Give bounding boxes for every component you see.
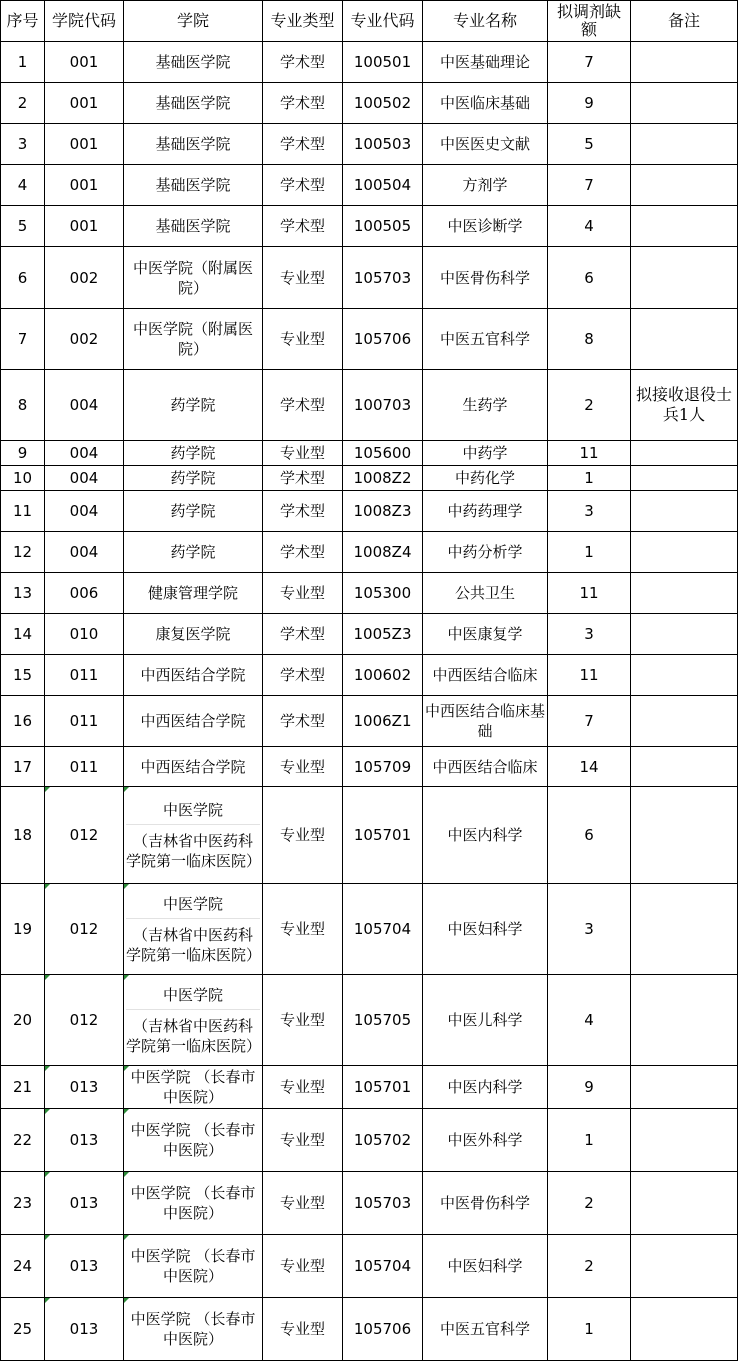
cell-college: 基础医学院 <box>124 206 263 247</box>
cell-college-code: 001 <box>45 165 124 206</box>
cell-college: 中医学院 （长春市中医院） <box>124 1066 263 1109</box>
cell-quota: 3 <box>548 491 631 532</box>
cell-note <box>631 466 738 491</box>
table-row <box>1 124 738 165</box>
cell-college: 中医学院（附属医院） <box>124 247 263 309</box>
cell-note <box>631 1235 738 1298</box>
cell-quota: 11 <box>548 573 631 614</box>
cell-quota: 6 <box>548 247 631 309</box>
cell-type: 专业型 <box>263 1235 343 1298</box>
cell-college-code: 006 <box>45 573 124 614</box>
cell-major: 中医内科学 <box>423 787 548 884</box>
cell-major-code: 105706 <box>343 1298 423 1361</box>
table-row <box>1 83 738 124</box>
cell-type: 学术型 <box>263 42 343 83</box>
cell-major: 中医骨伤科学 <box>423 247 548 309</box>
cell-major-code: 100703 <box>343 370 423 441</box>
cell-type: 学术型 <box>263 655 343 696</box>
cell-major-code: 105701 <box>343 1066 423 1109</box>
cell-college-code: 013 <box>45 1298 124 1361</box>
cell-note <box>631 975 738 1066</box>
cell-note <box>631 491 738 532</box>
cell-college: 中西医结合学院 <box>124 747 263 787</box>
cell-quota: 8 <box>548 309 631 370</box>
cell-college-code: 004 <box>45 466 124 491</box>
header-cell: 专业类型 <box>263 1 343 42</box>
cell-college: 药学院 <box>124 441 263 466</box>
cell-college-code: 010 <box>45 614 124 655</box>
cell-quota: 6 <box>548 787 631 884</box>
cell-college-code: 012 <box>45 787 124 884</box>
cell-major: 中医基础理论 <box>423 42 548 83</box>
cell-quota: 14 <box>548 747 631 787</box>
cell-college: 中西医结合学院 <box>124 655 263 696</box>
cell-college: 药学院 <box>124 370 263 441</box>
cell-major: 中医妇科学 <box>423 1235 548 1298</box>
table-row <box>1 441 738 466</box>
table-row <box>1 884 738 975</box>
cell-major: 公共卫生 <box>423 573 548 614</box>
college-name: 中医学院 <box>126 894 260 919</box>
cell-no: 14 <box>1 614 45 655</box>
cell-major-code: 105600 <box>343 441 423 466</box>
cell-note <box>631 614 738 655</box>
cell-major: 中药化学 <box>423 466 548 491</box>
cell-college-code: 001 <box>45 83 124 124</box>
cell-major: 中医五官科学 <box>423 309 548 370</box>
cell-major-code: 105703 <box>343 247 423 309</box>
cell-quota: 11 <box>548 441 631 466</box>
cell-no: 5 <box>1 206 45 247</box>
cell-college-code: 001 <box>45 124 124 165</box>
cell-no: 6 <box>1 247 45 309</box>
cell-quota: 1 <box>548 1298 631 1361</box>
cell-quota: 4 <box>548 206 631 247</box>
cell-note <box>631 884 738 975</box>
header-row <box>1 1 738 42</box>
cell-note <box>631 309 738 370</box>
college-affiliation: （吉林省中医药科学院第一临床医院） <box>126 1016 262 1055</box>
table-row <box>1 1172 738 1235</box>
cell-quota: 3 <box>548 884 631 975</box>
cell-note <box>631 747 738 787</box>
cell-college: 康复医学院 <box>124 614 263 655</box>
cell-college: 健康管理学院 <box>124 573 263 614</box>
cell-major-code: 105705 <box>343 975 423 1066</box>
cell-quota: 7 <box>548 165 631 206</box>
cell-college: 药学院 <box>124 466 263 491</box>
cell-no: 24 <box>1 1235 45 1298</box>
cell-quota: 4 <box>548 975 631 1066</box>
cell-no: 23 <box>1 1172 45 1235</box>
college-affiliation: （吉林省中医药科学院第一临床医院） <box>126 831 262 870</box>
cell-quota: 1 <box>548 1109 631 1172</box>
cell-major-code: 100501 <box>343 42 423 83</box>
header-cell: 拟调剂缺额 <box>548 1 631 42</box>
cell-note <box>631 1172 738 1235</box>
cell-note <box>631 573 738 614</box>
cell-major: 中医康复学 <box>423 614 548 655</box>
cell-college <box>124 975 263 1066</box>
cell-note <box>631 655 738 696</box>
cell-note <box>631 441 738 466</box>
cell-college-code: 002 <box>45 309 124 370</box>
cell-type: 学术型 <box>263 206 343 247</box>
cell-college-code: 013 <box>45 1109 124 1172</box>
table-row <box>1 1109 738 1172</box>
cell-no: 11 <box>1 491 45 532</box>
cell-no: 18 <box>1 787 45 884</box>
table-row <box>1 165 738 206</box>
cell-no: 8 <box>1 370 45 441</box>
cell-college-code: 013 <box>45 1235 124 1298</box>
cell-type: 专业型 <box>263 441 343 466</box>
header-cell: 专业代码 <box>343 1 423 42</box>
cell-major-code: 1008Z3 <box>343 491 423 532</box>
cell-no: 12 <box>1 532 45 573</box>
cell-no: 15 <box>1 655 45 696</box>
college-affiliation: （吉林省中医药科学院第一临床医院） <box>126 925 262 964</box>
cell-college: 基础医学院 <box>124 83 263 124</box>
cell-college-code: 001 <box>45 42 124 83</box>
cell-college: 基础医学院 <box>124 124 263 165</box>
cell-college: 药学院 <box>124 532 263 573</box>
cell-major: 中医骨伤科学 <box>423 1172 548 1235</box>
cell-quota: 9 <box>548 1066 631 1109</box>
cell-no: 4 <box>1 165 45 206</box>
cell-major: 中西医结合临床基础 <box>423 696 548 747</box>
cell-major-code: 105706 <box>343 309 423 370</box>
cell-college-code: 002 <box>45 247 124 309</box>
cell-college: 中医学院 （长春市中医院） <box>124 1235 263 1298</box>
cell-quota: 2 <box>548 1172 631 1235</box>
cell-major-code: 105701 <box>343 787 423 884</box>
cell-type: 学术型 <box>263 614 343 655</box>
cell-note <box>631 532 738 573</box>
cell-college-code: 011 <box>45 696 124 747</box>
cell-major-code: 1005Z3 <box>343 614 423 655</box>
cell-type: 专业型 <box>263 1109 343 1172</box>
cell-type: 学术型 <box>263 83 343 124</box>
cell-note <box>631 124 738 165</box>
cell-note <box>631 1298 738 1361</box>
table-row <box>1 491 738 532</box>
cell-quota: 1 <box>548 466 631 491</box>
cell-no: 16 <box>1 696 45 747</box>
cell-quota: 7 <box>548 42 631 83</box>
table-row <box>1 370 738 441</box>
cell-quota: 9 <box>548 83 631 124</box>
cell-note <box>631 83 738 124</box>
cell-college-code: 004 <box>45 491 124 532</box>
table-row <box>1 42 738 83</box>
cell-major-code: 100504 <box>343 165 423 206</box>
cell-major: 中医临床基础 <box>423 83 548 124</box>
cell-major: 中药学 <box>423 441 548 466</box>
header-cell: 专业名称 <box>423 1 548 42</box>
cell-quota: 11 <box>548 655 631 696</box>
cell-note <box>631 1066 738 1109</box>
college-name: 中医学院 <box>126 985 260 1010</box>
cell-college-code: 004 <box>45 532 124 573</box>
cell-major: 中西医结合临床 <box>423 655 548 696</box>
cell-quota: 5 <box>548 124 631 165</box>
cell-major: 中西医结合临床 <box>423 747 548 787</box>
cell-major-code: 105703 <box>343 1172 423 1235</box>
cell-college-code: 011 <box>45 655 124 696</box>
cell-college-code: 013 <box>45 1066 124 1109</box>
cell-college-code: 004 <box>45 441 124 466</box>
cell-type: 专业型 <box>263 1066 343 1109</box>
cell-major-code: 105702 <box>343 1109 423 1172</box>
table-row <box>1 466 738 491</box>
cell-quota: 3 <box>548 614 631 655</box>
cell-note <box>631 165 738 206</box>
table-row <box>1 696 738 747</box>
header-cell: 备注 <box>631 1 738 42</box>
cell-type: 专业型 <box>263 1298 343 1361</box>
cell-note: 拟接收退役士兵1人 <box>631 370 738 441</box>
cell-college: 药学院 <box>124 491 263 532</box>
cell-type: 专业型 <box>263 309 343 370</box>
cell-quota: 2 <box>548 1235 631 1298</box>
cell-type: 学术型 <box>263 466 343 491</box>
cell-type: 专业型 <box>263 747 343 787</box>
cell-major-code: 105704 <box>343 884 423 975</box>
table-row <box>1 747 738 787</box>
cell-no: 9 <box>1 441 45 466</box>
cell-major: 方剂学 <box>423 165 548 206</box>
cell-major-code: 100602 <box>343 655 423 696</box>
cell-no: 21 <box>1 1066 45 1109</box>
cell-college-code: 001 <box>45 206 124 247</box>
cell-major: 中医诊断学 <box>423 206 548 247</box>
cell-note <box>631 696 738 747</box>
cell-college: 中医学院 （长春市中医院） <box>124 1298 263 1361</box>
cell-major: 中药分析学 <box>423 532 548 573</box>
cell-college-code: 012 <box>45 975 124 1066</box>
cell-major: 生药学 <box>423 370 548 441</box>
cell-type: 学术型 <box>263 165 343 206</box>
cell-note <box>631 206 738 247</box>
cell-major: 中医儿科学 <box>423 975 548 1066</box>
cell-no: 1 <box>1 42 45 83</box>
cell-type: 专业型 <box>263 975 343 1066</box>
cell-college: 基础医学院 <box>124 165 263 206</box>
cell-major-code: 1008Z2 <box>343 466 423 491</box>
cell-no: 20 <box>1 975 45 1066</box>
cell-type: 学术型 <box>263 532 343 573</box>
table-row <box>1 1298 738 1361</box>
cell-type: 专业型 <box>263 787 343 884</box>
cell-major: 中医外科学 <box>423 1109 548 1172</box>
cell-note <box>631 787 738 884</box>
cell-college-code: 011 <box>45 747 124 787</box>
college-name: 中医学院 <box>126 800 260 825</box>
cell-no: 3 <box>1 124 45 165</box>
cell-no: 17 <box>1 747 45 787</box>
table-row <box>1 247 738 309</box>
cell-college <box>124 787 263 884</box>
cell-type: 学术型 <box>263 370 343 441</box>
header-cell: 学院 <box>124 1 263 42</box>
cell-major-code: 105704 <box>343 1235 423 1298</box>
cell-major: 中医妇科学 <box>423 884 548 975</box>
cell-major: 中医内科学 <box>423 1066 548 1109</box>
cell-note <box>631 247 738 309</box>
cell-no: 2 <box>1 83 45 124</box>
cell-type: 学术型 <box>263 696 343 747</box>
cell-college: 中西医结合学院 <box>124 696 263 747</box>
cell-type: 专业型 <box>263 247 343 309</box>
table-row <box>1 655 738 696</box>
cell-major: 中药药理学 <box>423 491 548 532</box>
cell-type: 专业型 <box>263 573 343 614</box>
cell-no: 25 <box>1 1298 45 1361</box>
cell-note <box>631 1109 738 1172</box>
cell-major-code: 1008Z4 <box>343 532 423 573</box>
cell-type: 学术型 <box>263 491 343 532</box>
cell-quota: 7 <box>548 696 631 747</box>
cell-major: 中医医史文献 <box>423 124 548 165</box>
table-row <box>1 309 738 370</box>
cell-major-code: 100502 <box>343 83 423 124</box>
header-cell: 序号 <box>1 1 45 42</box>
cell-college: 中医学院 （长春市中医院） <box>124 1172 263 1235</box>
cell-college: 中医学院（附属医院） <box>124 309 263 370</box>
table-row <box>1 1235 738 1298</box>
header-cell: 学院代码 <box>45 1 124 42</box>
cell-college-code: 012 <box>45 884 124 975</box>
cell-college-code: 004 <box>45 370 124 441</box>
cell-major: 中医五官科学 <box>423 1298 548 1361</box>
cell-major-code: 1006Z1 <box>343 696 423 747</box>
cell-major-code: 100503 <box>343 124 423 165</box>
cell-quota: 2 <box>548 370 631 441</box>
table-row <box>1 532 738 573</box>
cell-quota: 1 <box>548 532 631 573</box>
cell-college: 中医学院 （长春市中医院） <box>124 1109 263 1172</box>
table-row <box>1 206 738 247</box>
cell-no: 19 <box>1 884 45 975</box>
cell-no: 13 <box>1 573 45 614</box>
table-row <box>1 614 738 655</box>
cell-major-code: 100505 <box>343 206 423 247</box>
cell-no: 7 <box>1 309 45 370</box>
cell-no: 22 <box>1 1109 45 1172</box>
cell-major-code: 105300 <box>343 573 423 614</box>
table-row <box>1 1066 738 1109</box>
cell-type: 专业型 <box>263 1172 343 1235</box>
table-row <box>1 787 738 884</box>
table-row <box>1 573 738 614</box>
cell-type: 学术型 <box>263 124 343 165</box>
cell-college: 基础医学院 <box>124 42 263 83</box>
table-body <box>1 42 738 1361</box>
cell-note <box>631 42 738 83</box>
cell-college <box>124 884 263 975</box>
cell-major-code: 105709 <box>343 747 423 787</box>
cell-no: 10 <box>1 466 45 491</box>
table-row <box>1 975 738 1066</box>
cell-type: 专业型 <box>263 884 343 975</box>
cell-college-code: 013 <box>45 1172 124 1235</box>
